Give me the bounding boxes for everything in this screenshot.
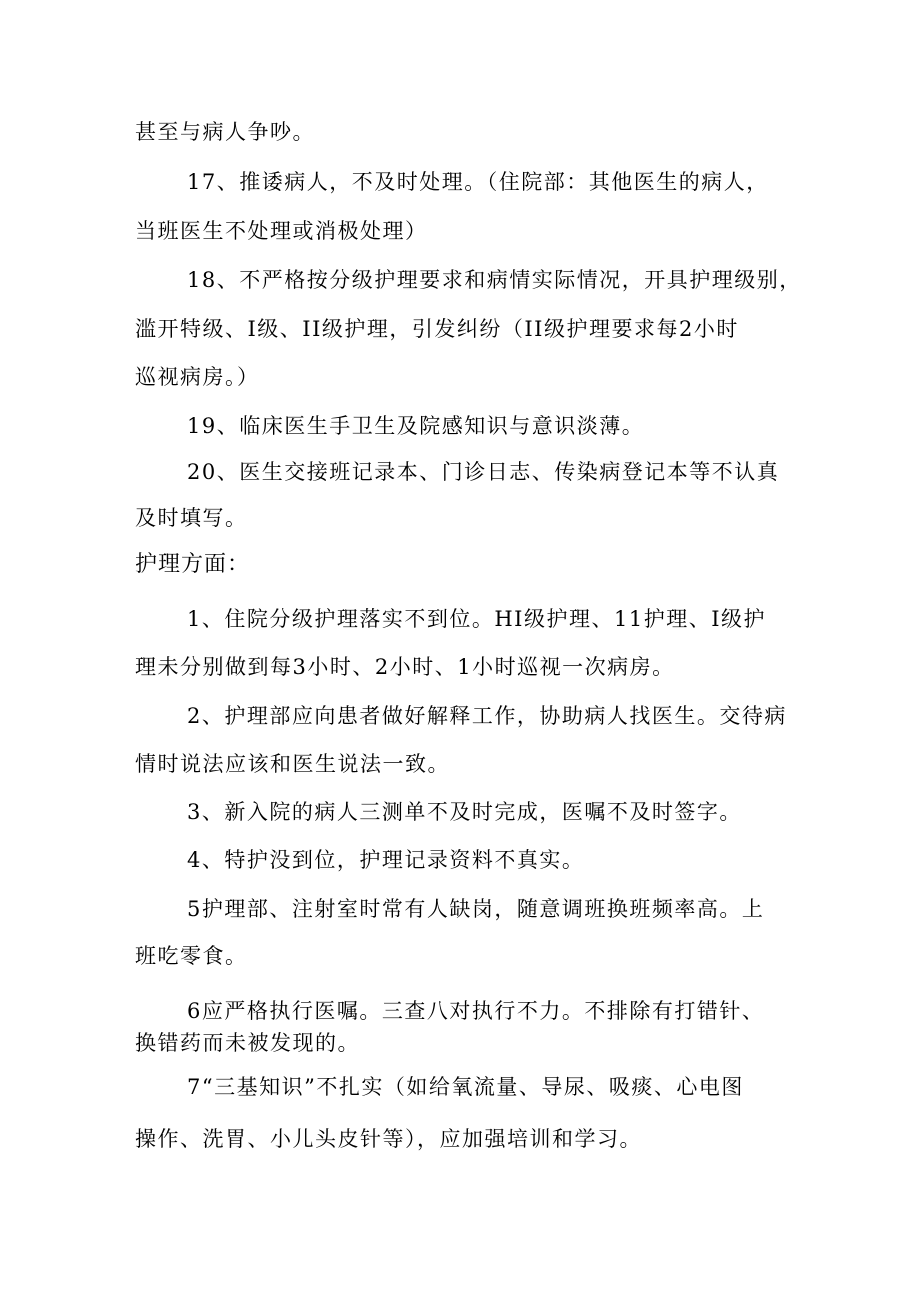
list-item-3: 3、新入院的病人三测单不及时完成，医嘱不及时签字。 <box>187 800 742 824</box>
text-line: 甚至与病人争吵。 <box>135 120 315 144</box>
list-item-5: 5护理部、注射室时常有人缺岗，随意调班换班频率高。上 <box>187 897 765 921</box>
text-line: 换错药而未被发现的。 <box>135 1031 360 1055</box>
text-line: 理未分别做到每3小时、2小时、1小时巡视一次病房。 <box>135 655 675 679</box>
text-line: 情时说法应该和医生说法一致。 <box>135 752 450 776</box>
list-item-6: 6应严格执行医嘱。三查八对执行不力。不排除有打错针、 <box>187 999 765 1023</box>
list-item-20: 20、医生交接班记录本、门诊日志、传染病登记本等不认真 <box>187 460 780 484</box>
text-line: 巡视病房。） <box>135 365 260 389</box>
list-item-19: 19、临床医生手卫生及院感知识与意识淡薄。 <box>187 414 645 438</box>
list-item-2: 2、护理部应向患者做好解释工作，协助病人找医生。交待病 <box>187 704 787 728</box>
text-line: 班吃零食。 <box>135 944 248 968</box>
list-item-17: 17、推诿病人，不及时处理。（住院部：其他医生的病人， <box>187 170 769 194</box>
list-item-7: 7“三基知识”不扎实（如给氧流量、导尿、吸痰、心电图 <box>187 1075 744 1099</box>
list-item-18: 18、不严格按分级护理要求和病情实际情况，开具护理级别， <box>187 268 802 292</box>
text-line: 操作、洗胃、小儿头皮针等），应加强培训和学习。 <box>135 1127 642 1151</box>
section-heading: 护理方面： <box>135 552 251 577</box>
text-line: 滥开特级、I级、II级护理，引发纠纷（II级护理要求每2小时 <box>135 317 739 341</box>
text-line: 当班医生不处理或消极处理） <box>135 219 428 243</box>
list-item-1: 1、住院分级护理落实不到位。HI级护理、11护理、I级护 <box>187 607 766 631</box>
text-line: 及时填写。 <box>135 506 248 530</box>
list-item-4: 4、特护没到位，护理记录资料不真实。 <box>187 848 585 872</box>
